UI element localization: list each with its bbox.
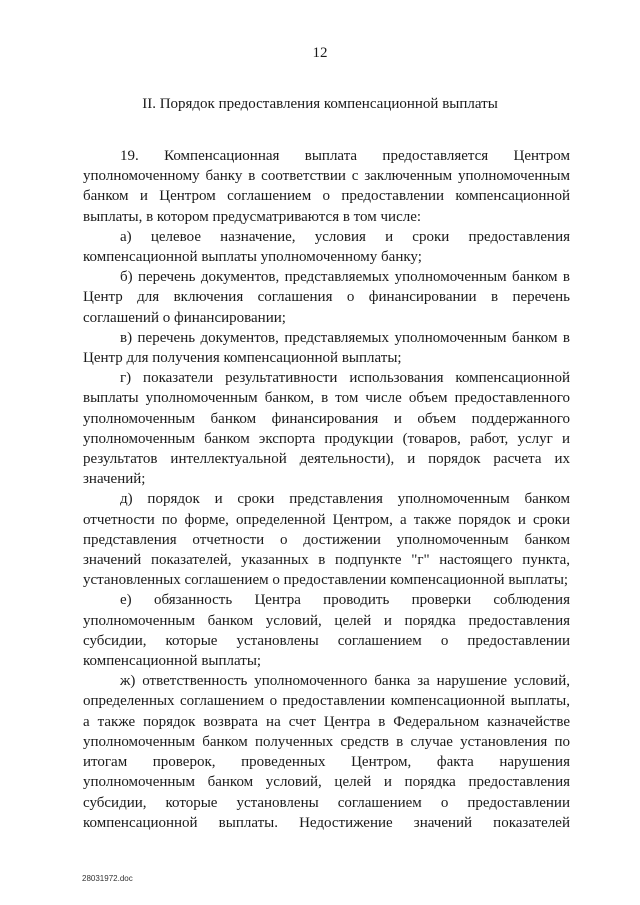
paragraph-item-a: а) целевое назначение, условия и сроки предоставления компенсационной выплаты уполномоченному банку; (83, 228, 570, 266)
document-body (83, 146, 570, 833)
paragraph-item-zh: ж) ответственность уполномоченного банка за нарушение условий, определенных соглашением о предоставлении компенсационной выплаты, а также порядок возврата на счет Центра в Федеральном казначействе уполномоченным банком полученных средств в случае установления по итогам проверок, проведенных Центром, факта нарушения уполномоченным банком условий, целей и порядка предоставления субсидии, которые установлены соглашением о предоставлении компенсационной выплаты. Недостижение значений показателей (83, 673, 570, 831)
section-title: II. Порядок предоставления компенсационной выплаты (142, 96, 498, 112)
paragraph-19: 19. Компенсационная выплата предоставляется Центром уполномоченному банку в соответствии с заключенным уполномоченным банком и Центром соглашением о предоставлении компенсационной выплаты, в котором предусматриваются в том числе: (83, 148, 570, 225)
paragraph-item-e: е) обязанность Центра проводить проверки соблюдения уполномоченным банком условий, целей и порядка предоставления субсидии, которые установлены соглашением о предоставлении компенсационной выплаты; (83, 592, 570, 670)
paragraph-item-d: д) порядок и сроки представления уполномоченным банком отчетности по форме, определенной Центром, а также порядок и сроки представления отчетности о достижении уполномоченным банком значений показателей, указанных в подпункте "г" настоящего пункта, установленных соглашением о предоставлении компенсационной выплаты; (83, 491, 570, 589)
paragraph-item-g: г) показатели результативности использования компенсационной выплаты уполномоченным банком, в том числе объем предоставленного уполномоченным банком финансирования и объем поддержанного уполномоченным банком экспорта продукции (товаров, работ, услуг и результатов интеллектуальной деятельности), и порядок расчета их значений; (83, 370, 570, 488)
paragraph-item-v: в) перечень документов, представляемых уполномоченным банком в Центр для получения компенсационной выплаты; (83, 329, 570, 367)
paragraph-item-b: б) перечень документов, представляемых уполномоченным банком в Центр для включения соглашения о финансировании в перечень соглашений о финансировании; (83, 269, 570, 326)
page-number: 12 (312, 45, 328, 61)
footer-filename: 28031972.doc (82, 874, 133, 883)
